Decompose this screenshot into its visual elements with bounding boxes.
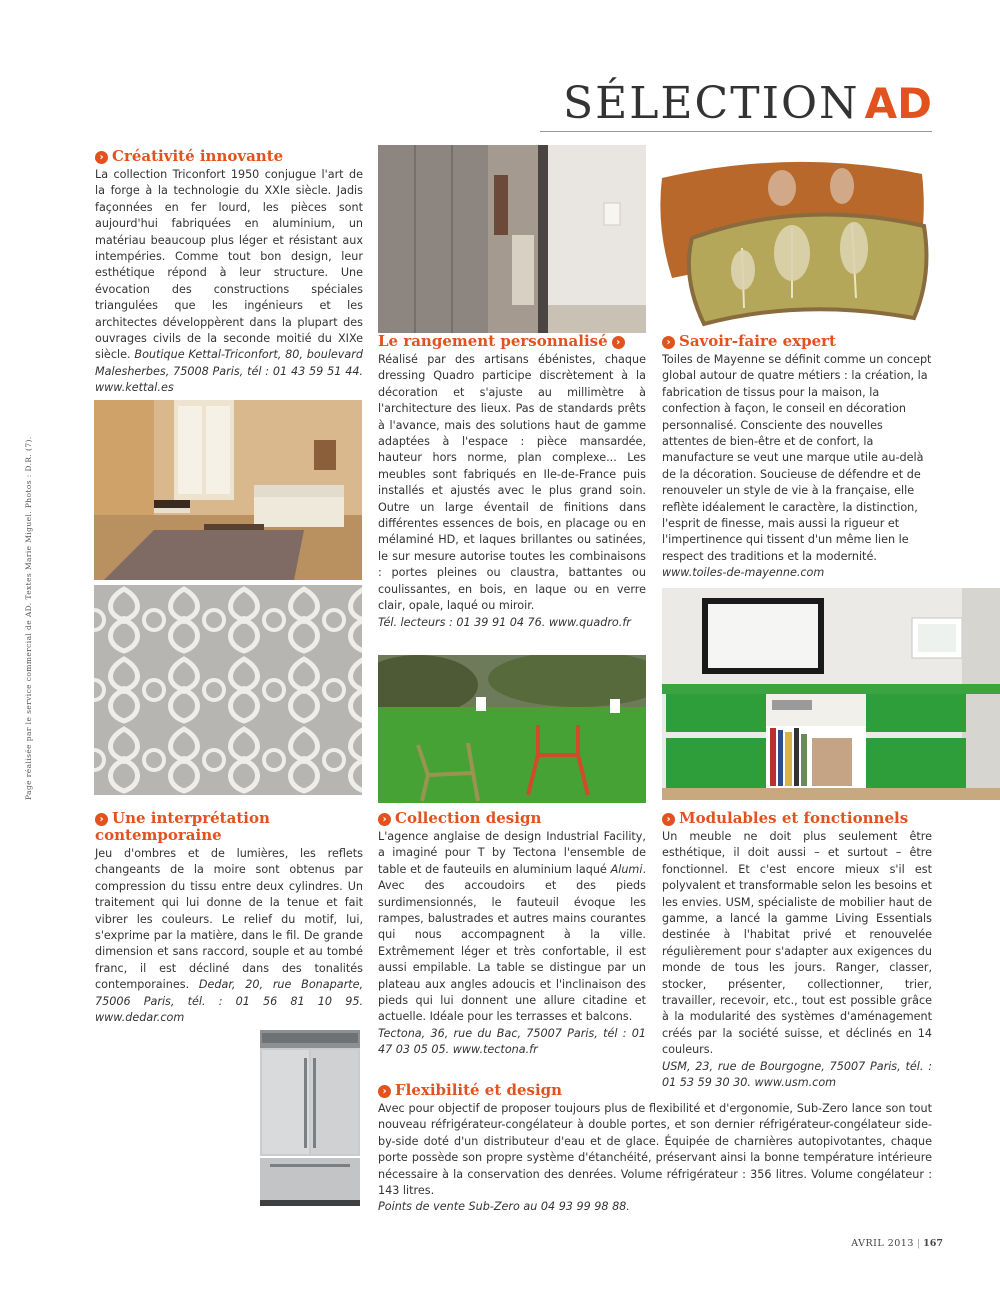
article-heading: › Flexibilité et design: [378, 1082, 932, 1099]
footer-separator: |: [916, 1238, 921, 1249]
header-rule: [540, 131, 932, 132]
arrow-bullet-icon: ›: [95, 813, 108, 826]
article-creativite: [95, 148, 363, 397]
article-rangement: [378, 333, 646, 631]
article-contact: Points de vente Sub-Zero au 04 93 99 98 88.: [378, 1200, 630, 1214]
article-contact: Dedar, 20, rue Bonaparte, 75006 Paris, tél. : 01 56 81 10 95. www.dedar.com: [95, 978, 364, 1025]
article-body: L'agence anglaise de design Industrial Facility, a imaginé pour T by Tectona l'ensemble de table et de fauteuils en aluminium laqué Alumi. Avec des accoudoirs et des pieds surdimensionnés, le fauteuil évoque les rampes, balustrades et autres mains courantes qui nous accompagnent à la ville. Extrêmement léger et très confortable, il est aussi empilable. La table se distingue par un plateau aux angles adoucis et l'inclinaison des pieds qui lui donnent une allure citadine et actuelle. Idéale pour les terrasses et balcons. Tectona, 36, rue du Bac, 75007 Paris, tél : 01 47 03 05 05. www.tectona.fr: [378, 830, 646, 1057]
page-number: 167: [923, 1238, 943, 1249]
article-heading: Le rangement personnalisé ›: [378, 333, 646, 350]
page-title: [540, 78, 932, 128]
article-modulables: [662, 810, 932, 1092]
arrow-bullet-icon: ›: [95, 151, 108, 164]
photo-garden-chairs: [378, 655, 646, 803]
photo-moire-fabric: [94, 585, 362, 795]
photo-usm-furniture: [662, 588, 1000, 800]
title-main: SÉLECTION: [562, 78, 860, 129]
article-heading: › Collection design: [378, 810, 646, 827]
article-contact: Tectona, 36, rue du Bac, 75007 Paris, tél : 01 47 03 05 05. www.tectona.fr: [378, 1026, 646, 1057]
article-body: Réalisé par des artisans ébénistes, chaque dressing Quadro participe discrètement à la décoration et s'ajuste au millimètre à l'architecture des lieux. Pas de standards prêts à l'avance, mais des solutions haut de gamme adaptées à l'espace : pièce mansardée, hauteur hors norme, plan complexe... Les meubles sont fabriqués en Ile-de-France puis installés et ajustés avec le plus grand soin. Outre un large éventail de finitions dans différentes essences de bois, en placage ou en mélaminé HD, et laques brillantes ou satinées, le sur mesure autorise toutes les combinaisons : portes pleines ou claustra, battantes ou coulissantes, en bois, en laque ou en verre clair, opale, laqué ou miroir. Tél. lecteurs : 01 39 91 04 76. www.quadro.fr: [378, 353, 646, 629]
article-body: La collection Triconfort 1950 conjugue l'art de la forge à la technologie du XXIe siècle. Jadis façonnées en fer lourd, les pièces sont aujourd'hui fabriquées en aluminium, un matériau beaucoup plus léger et résistant aux intempéries. Comme tout bon design, leur esthétique répond à leur structure. Une évocation des constructions spéciales triangulées que les ingénieurs et les architectes développèrent dans la plupart des ouvrages civils de la seconde moitié du XIXe siècle. Boutique Kettal-Triconfort, 80, boulevard Malesherbes, 75008 Paris, tél : 01 43 59 51 44. www.kettal.es: [95, 168, 363, 395]
article-heading: › Savoir-faire expert: [662, 333, 932, 350]
article-contact: USM, 23, rue de Bourgogne, 75007 Paris, tél. : 01 53 59 30 30. www.usm.com: [662, 1059, 932, 1090]
article-body: Avec pour objectif de proposer toujours plus de flexibilité et d'ergonomie, Sub-Zero lance son tout nouveau réfrigérateur-congélateur à double portes, et son dernier réfrigérateur-congélateur side-by-side doté d'un distributeur d'eau et de glace. Équipée de charnières autopivotantes, chaque porte possède son propre système d'étanchéité, préservant ainsi la bonne température intérieure nécessaire à la conservation des denrées. Volume réfrigérateur : 356 litres. Volume congélateur : 143 litres. Points de vente Sub-Zero au 04 93 99 98 88.: [378, 1102, 932, 1214]
article-interpretation: [95, 810, 363, 1026]
arrow-bullet-icon: ›: [612, 336, 625, 349]
article-contact: www.toiles-de-mayenne.com: [662, 566, 825, 580]
article-heading: › Une interprétation contemporaine: [95, 809, 270, 844]
article-heading: › Créativité innovante: [95, 148, 363, 165]
article-collection: [378, 810, 646, 1059]
issue-date: AVRIL 2013: [851, 1238, 914, 1249]
photo-refrigerator: [258, 1030, 362, 1206]
photo-cushions: [652, 148, 934, 334]
article-savoir-faire: [662, 333, 932, 582]
article-flexibilite: [378, 1082, 932, 1216]
arrow-bullet-icon: ›: [378, 1085, 391, 1098]
title-brand: AD: [864, 79, 932, 128]
arrow-bullet-icon: ›: [378, 813, 391, 826]
page-footer: [800, 1238, 943, 1249]
article-body: Jeu d'ombres et de lumières, les reflets changeants de la moire sont obtenus par compression du tissu entre deux cylindres. Un traitement qui lui donne de la tenue et fait vibrer les couleurs. Le relief du motif, lui, s'exprime par la matière, dans le fil. De grande dimension et sans raccord, souple et au tombé franc, il est décliné dans des tonalités contemporaines. Dedar, 20, rue Bonaparte, 75006 Paris, tél. : 01 56 81 10 95. www.dedar.com: [95, 847, 364, 1025]
article-body: Un meuble ne doit plus seulement être esthétique, il doit aussi – et surtout – être fonctionnel. Et c'est encore mieux s'il est polyvalent et transformable selon les besoins et les envies. USM, spécialiste de mobilier haut de gamme, a lancé la gamme Living Essentials destinée à l'habitat privé et renouvelée régulièrement pour s'adapter aux exigences du monde de tous les jours. Ranger, classer, stocker, présenter, collectionner, trier, travailler, recevoir, etc., tout est possible grâce à la modularité des systèmes d'aménagement créés par la société suisse, et déclinés en 14 couleurs. USM, 23, rue de Bourgogne, 75007 Paris, tél. : 01 53 59 30 30. www.usm.com: [662, 830, 932, 1090]
side-credit: Page réalisée par le service commercial de AD. Textes Marie Miguel. Photos : D.R. (7).: [24, 436, 33, 800]
arrow-bullet-icon: ›: [662, 813, 675, 826]
article-contact: Tél. lecteurs : 01 39 91 04 76. www.quadro.fr: [378, 615, 631, 629]
article-heading: › Modulables et fonctionnels: [662, 810, 932, 827]
arrow-bullet-icon: ›: [662, 336, 675, 349]
article-body: Toiles de Mayenne se définit comme un concept global autour de quatre métiers : la création, la fabrication de tissus pour la maison, la confection à façon, le conseil en décoration personnalisé. Consciente des nouvelles attentes de bien-être et de confort, la manufacture se veut une marque utile au-delà de la décoration. Soucieuse de défendre et de renouveler un style de vie à la française, elle reflète idéalement le caractère, la distinction, l'esprit de finesse, mais aussi la rigueur et l'impertinence qui tissent d'un même lien le respect des traditions et la modernité. www.toiles-de-mayenne.com: [662, 353, 932, 580]
article-contact: Boutique Kettal-Triconfort, 80, boulevard Malesherbes, 75008 Paris, tél : 01 43 59 51 44. www.kettal.es: [95, 348, 363, 395]
photo-living-room: [94, 400, 362, 580]
photo-wardrobe: [378, 145, 646, 333]
